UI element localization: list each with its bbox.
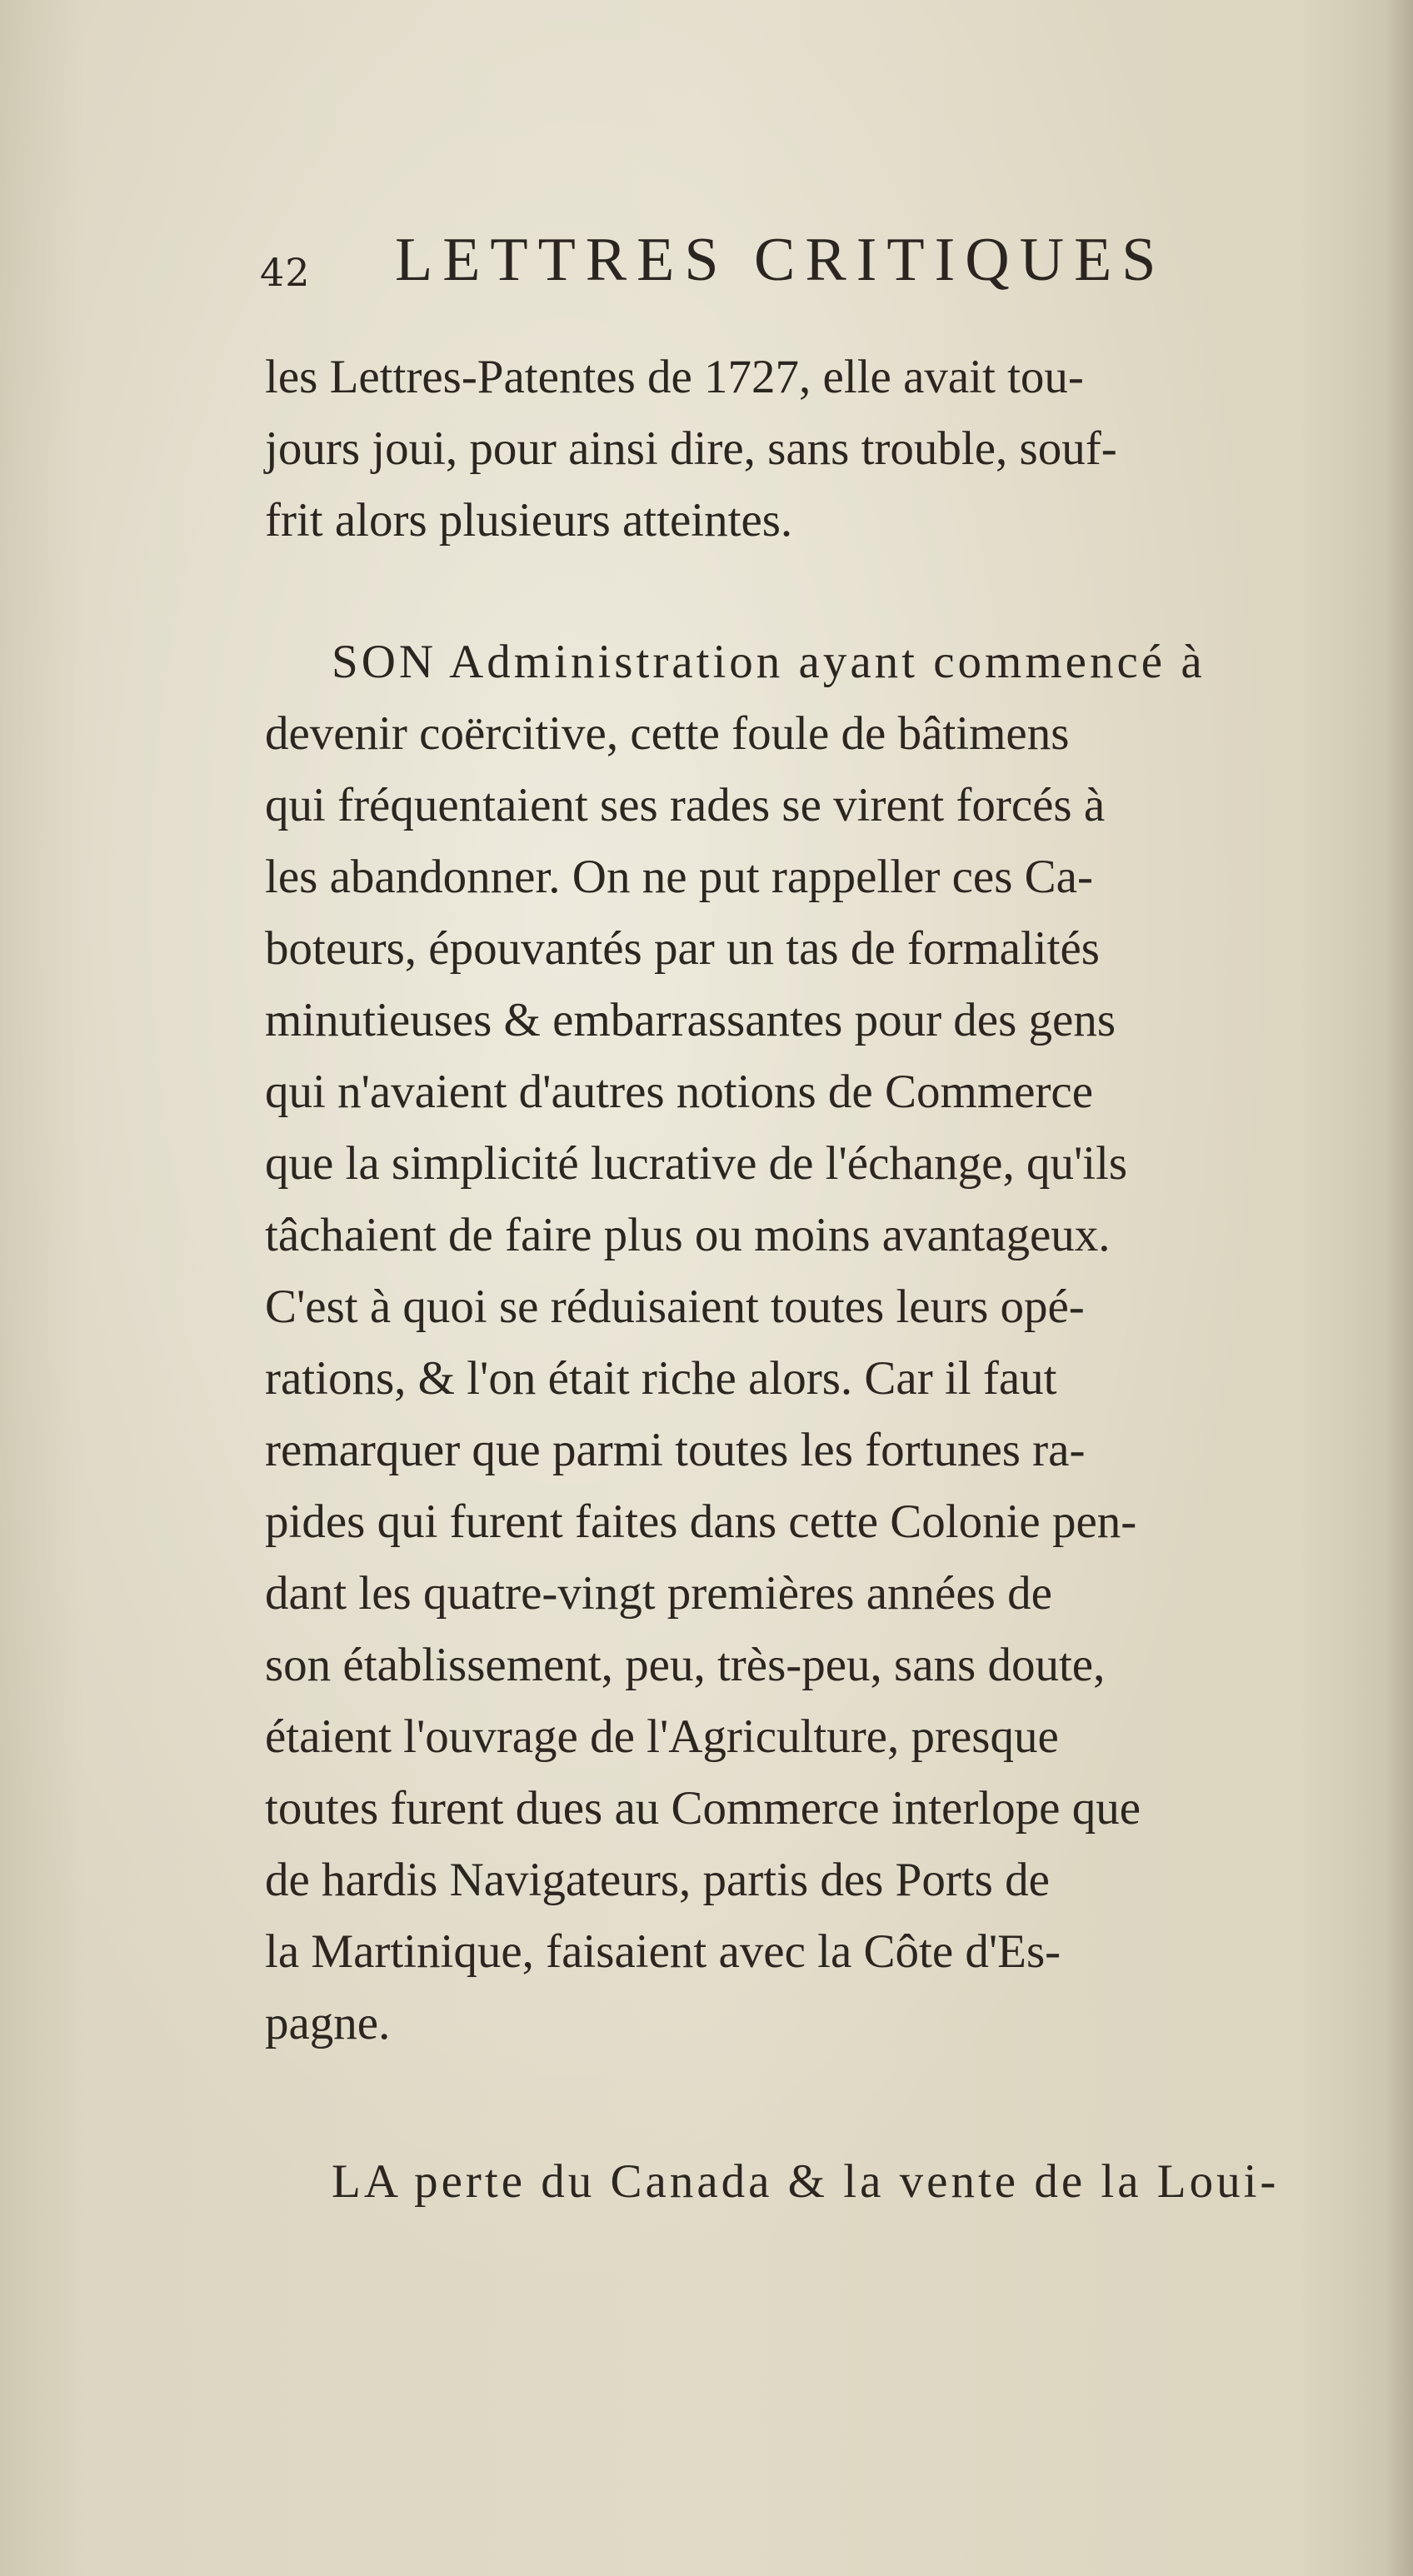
text-line: C'est à quoi se réduisaient toutes leurs opé- bbox=[265, 1281, 1085, 1333]
text-line: boteurs, épouvantés par un tas de formalités bbox=[265, 922, 1100, 975]
text-line: étaient l'ouvrage de l'Agriculture, presque bbox=[265, 1710, 1059, 1763]
text-line: minutieuses & embarrassantes pour des gens bbox=[265, 994, 1116, 1046]
text-line: la Martinique, faisaient avec la Côte d'Es- bbox=[265, 1925, 1061, 1978]
text-line: rations, & l'on était riche alors. Car il faut bbox=[265, 1352, 1057, 1405]
text-line: son établissement, peu, très-peu, sans doute, bbox=[265, 1639, 1106, 1691]
text-line: devenir coërcitive, cette foule de bâtimens bbox=[265, 707, 1070, 760]
page-header bbox=[260, 225, 1276, 317]
text-line: dant les quatre-vingt premières années de bbox=[265, 1567, 1052, 1620]
paragraph-3 bbox=[265, 2146, 1373, 2218]
text-line: remarquer que parmi toutes les fortunes ra- bbox=[265, 1424, 1086, 1476]
text-line: SON Administration ayant commencé à bbox=[332, 636, 1206, 688]
paragraph-1 bbox=[265, 342, 1373, 557]
text-line: pides qui furent faites dans cette Colonie pen- bbox=[265, 1495, 1137, 1548]
text-line: tâchaient de faire plus ou moins avantageux. bbox=[265, 1209, 1111, 1261]
text-line: toutes furent dues au Commerce interlope que bbox=[265, 1782, 1141, 1835]
text-line: qui n'avaient d'autres notions de Commerce bbox=[265, 1066, 1094, 1118]
paragraph-2 bbox=[265, 627, 1373, 2059]
text-line: qui fréquentaient ses rades se virent forcés à bbox=[265, 779, 1106, 831]
text-line: que la simplicité lucrative de l'échange, qu'ils bbox=[265, 1137, 1128, 1190]
text-line: jours joui, pour ainsi dire, sans trouble, souf- bbox=[265, 422, 1117, 475]
page-number: 42 bbox=[260, 250, 311, 295]
text-line: frit alors plusieurs atteintes. bbox=[265, 494, 793, 547]
text-line: LA perte du Canada & la vente de la Loui- bbox=[332, 2155, 1280, 2208]
text-line: pagne. bbox=[265, 1997, 391, 2049]
text-line: de hardis Navigateurs, partis des Ports de bbox=[265, 1854, 1050, 1906]
running-title: LETTRES CRITIQUES bbox=[395, 226, 1166, 294]
text-line: les Lettres-Patentes de 1727, elle avait tou- bbox=[265, 351, 1084, 403]
text-line: les abandonner. On ne put rappeller ces Ca- bbox=[265, 851, 1093, 903]
page-edge-shadow bbox=[1385, 0, 1413, 2576]
